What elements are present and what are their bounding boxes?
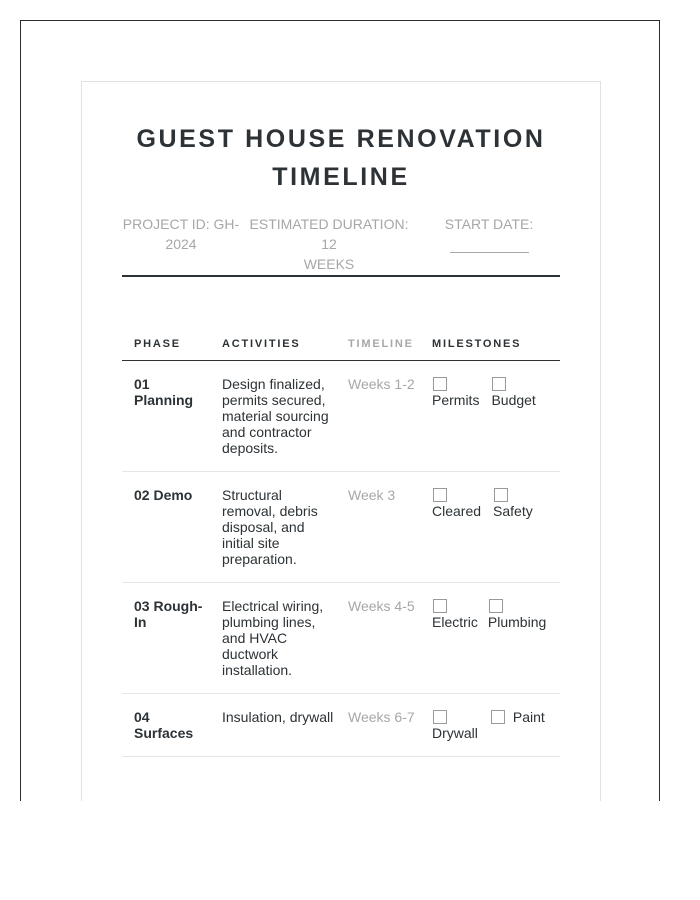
header-milestones: MILESTONES	[420, 333, 560, 361]
table-row	[122, 694, 560, 757]
estimated-duration	[240, 214, 418, 274]
checkbox-icon[interactable]	[433, 377, 447, 391]
checkbox-icon[interactable]	[489, 599, 503, 613]
milestone-label: Permits	[432, 392, 480, 408]
table-row	[122, 361, 560, 472]
header-timeline: TIMELINE	[336, 333, 420, 361]
milestone-label: Drywall	[432, 725, 478, 741]
duration-line-1: ESTIMATED DURATION: 12	[249, 216, 409, 252]
milestone-label: Cleared	[432, 503, 482, 519]
milestone-label: Paint	[512, 709, 545, 725]
project-id-line-1: PROJECT ID: GH-	[122, 216, 240, 232]
activities-cell: Structural removal, debris disposal, and initial site preparation.	[210, 472, 336, 583]
milestone-electric[interactable]	[432, 598, 478, 630]
milestones-cell	[420, 472, 560, 583]
checkbox-icon[interactable]	[494, 488, 508, 502]
header-activities: ACTIVITIES	[210, 333, 336, 361]
page-frame	[20, 20, 660, 801]
project-id-line-2: 2024	[165, 236, 197, 252]
project-meta	[122, 214, 560, 274]
table-header-row	[122, 333, 560, 361]
activities-cell: Electrical wiring, plumbing lines, and HVAC ductwork installation.	[210, 583, 336, 694]
milestone-label: Safety	[493, 503, 533, 519]
milestone-safety[interactable]	[493, 487, 533, 519]
checkbox-icon[interactable]	[433, 488, 447, 502]
activities-cell: Insulation, drywall	[210, 694, 336, 757]
title-line-2: TIMELINE	[272, 163, 410, 191]
milestones-cell	[420, 361, 560, 472]
checkbox-icon[interactable]	[491, 710, 505, 724]
milestone-plumbing[interactable]	[488, 598, 546, 630]
table-row	[122, 583, 560, 694]
header-phase: PHASE	[122, 333, 210, 361]
duration-line-2: WEEKS	[303, 256, 355, 272]
page-title	[82, 120, 600, 196]
milestone-budget[interactable]	[491, 376, 535, 408]
phase-cell: 01 Planning	[122, 361, 210, 472]
phase-cell: 04 Surfaces	[122, 694, 210, 757]
checkbox-icon[interactable]	[492, 377, 506, 391]
milestone-cleared[interactable]	[432, 487, 481, 519]
milestones-cell	[420, 694, 560, 757]
table-row	[122, 472, 560, 583]
document-card	[81, 81, 601, 801]
timeline-cell: Weeks 4-5	[336, 583, 420, 694]
start-date	[418, 214, 560, 274]
checkbox-icon[interactable]	[433, 710, 447, 724]
milestone-permits[interactable]	[432, 376, 479, 408]
title-line-1: GUEST HOUSE RENOVATION	[136, 125, 546, 153]
milestone-label: Plumbing	[487, 614, 547, 630]
phase-cell: 02 Demo	[122, 472, 210, 583]
activities-cell: Design finalized, permits secured, material sourcing and contractor deposits.	[210, 361, 336, 472]
milestones-cell	[420, 583, 560, 694]
checkbox-icon[interactable]	[433, 599, 447, 613]
phase-cell: 03 Rough-In	[122, 583, 210, 694]
timeline-table	[122, 333, 560, 757]
milestone-paint[interactable]	[490, 709, 545, 741]
start-date-label: START DATE:	[444, 216, 534, 232]
milestone-label: Budget	[491, 392, 536, 408]
header-divider	[122, 275, 560, 277]
timeline-cell: Weeks 6-7	[336, 694, 420, 757]
timeline-cell: Week 3	[336, 472, 420, 583]
milestone-label: Electric	[432, 614, 478, 630]
timeline-cell: Weeks 1-2	[336, 361, 420, 472]
start-date-field[interactable]	[450, 234, 529, 253]
project-id	[122, 214, 240, 274]
milestone-drywall[interactable]	[432, 709, 478, 741]
